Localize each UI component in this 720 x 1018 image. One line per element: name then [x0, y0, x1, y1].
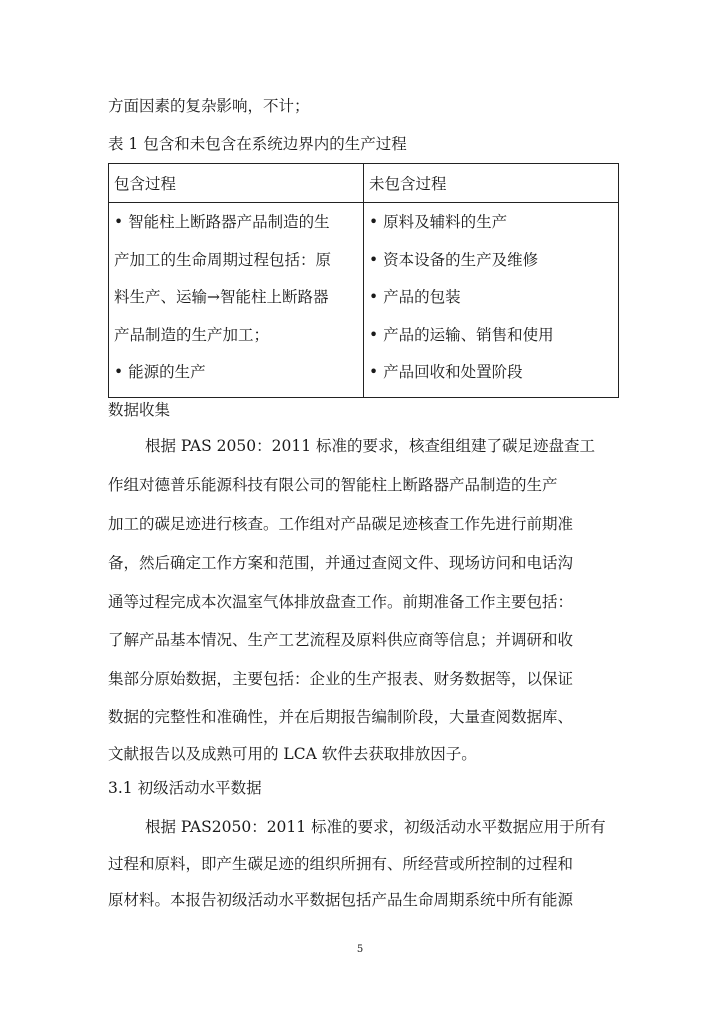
paragraph-line: 备，然后确定工作方案和范围，并通过查阅文件、现场访问和电话沟 [108, 554, 574, 572]
excluded-line: • 资本设备的生产及维修 [369, 250, 539, 269]
table-header-row [109, 164, 619, 203]
paragraph-line: 过程和原料，即产生碳足迹的组织所拥有、所经营或所控制的过程和 [108, 855, 574, 873]
paragraph-line: 通等过程完成本次温室气体排放盘查工作。前期准备工作主要包括： [108, 593, 574, 611]
table-row [109, 203, 619, 398]
included-line: • 智能柱上断路器产品制造的生 [114, 213, 330, 231]
included-line: 产加工的生命周期过程包括：原 [114, 250, 332, 269]
included-cell [109, 203, 364, 398]
header-excluded: 未包含过程 [364, 164, 619, 203]
excluded-line: • 产品的运输、销售和使用 [369, 325, 554, 344]
excluded-cell [364, 203, 619, 398]
page-number: 5 [356, 944, 364, 955]
paragraph-line: 数据的完整性和准确性，并在后期报告编制阶段，大量查阅数据库、 [108, 708, 574, 726]
excluded-line: • 产品回收和处置阶段 [369, 363, 523, 381]
included-line: • 能源的生产 [114, 363, 206, 381]
paragraph-line: 根据 PAS 2050：2011 标准的要求，核查组组建了碳足迹盘查工 [145, 437, 595, 455]
paragraph-line: 原材料。本报告初级活动水平数据包括产品生命周期系统中所有能源 [108, 891, 574, 909]
paragraph-line: 根据 PAS2050：2011 标准的要求，初级活动水平数据应用于所有 [145, 818, 606, 836]
system-boundary-table [108, 163, 619, 398]
excluded-line: • 产品的包装 [369, 288, 461, 306]
paragraph-line: 了解产品基本情况、生产工艺流程及原料供应商等信息；并调研和收 [108, 631, 574, 649]
paragraph-line: 文献报告以及成熟可用的 LCA 软件去获取排放因子。 [108, 745, 477, 763]
intro-line: 方面因素的复杂影响，不计； [108, 97, 310, 115]
paragraph-line: 加工的碳足迹进行核查。工作组对产品碳足迹核查工作先进行前期准 [108, 515, 574, 533]
header-included: 包含过程 [109, 164, 364, 203]
table-caption: 表 1 包含和未包含在系统边界内的生产过程 [108, 135, 407, 153]
section-heading-data-collection: 数据收集 [108, 401, 171, 419]
paragraph-line: 作组对德普乐能源科技有限公司的智能柱上断路器产品制造的生产 [108, 476, 558, 494]
paragraph-line: 集部分原始数据，主要包括：企业的生产报表、财务数据等，以保证 [108, 670, 574, 688]
included-line: 产品制造的生产加工； [114, 325, 270, 344]
excluded-line: • 原料及辅料的生产 [369, 213, 508, 231]
section-heading-3-1: 3.1 初级活动水平数据 [108, 779, 262, 797]
included-line: 料生产、运输→智能柱上断路器 [114, 288, 329, 306]
